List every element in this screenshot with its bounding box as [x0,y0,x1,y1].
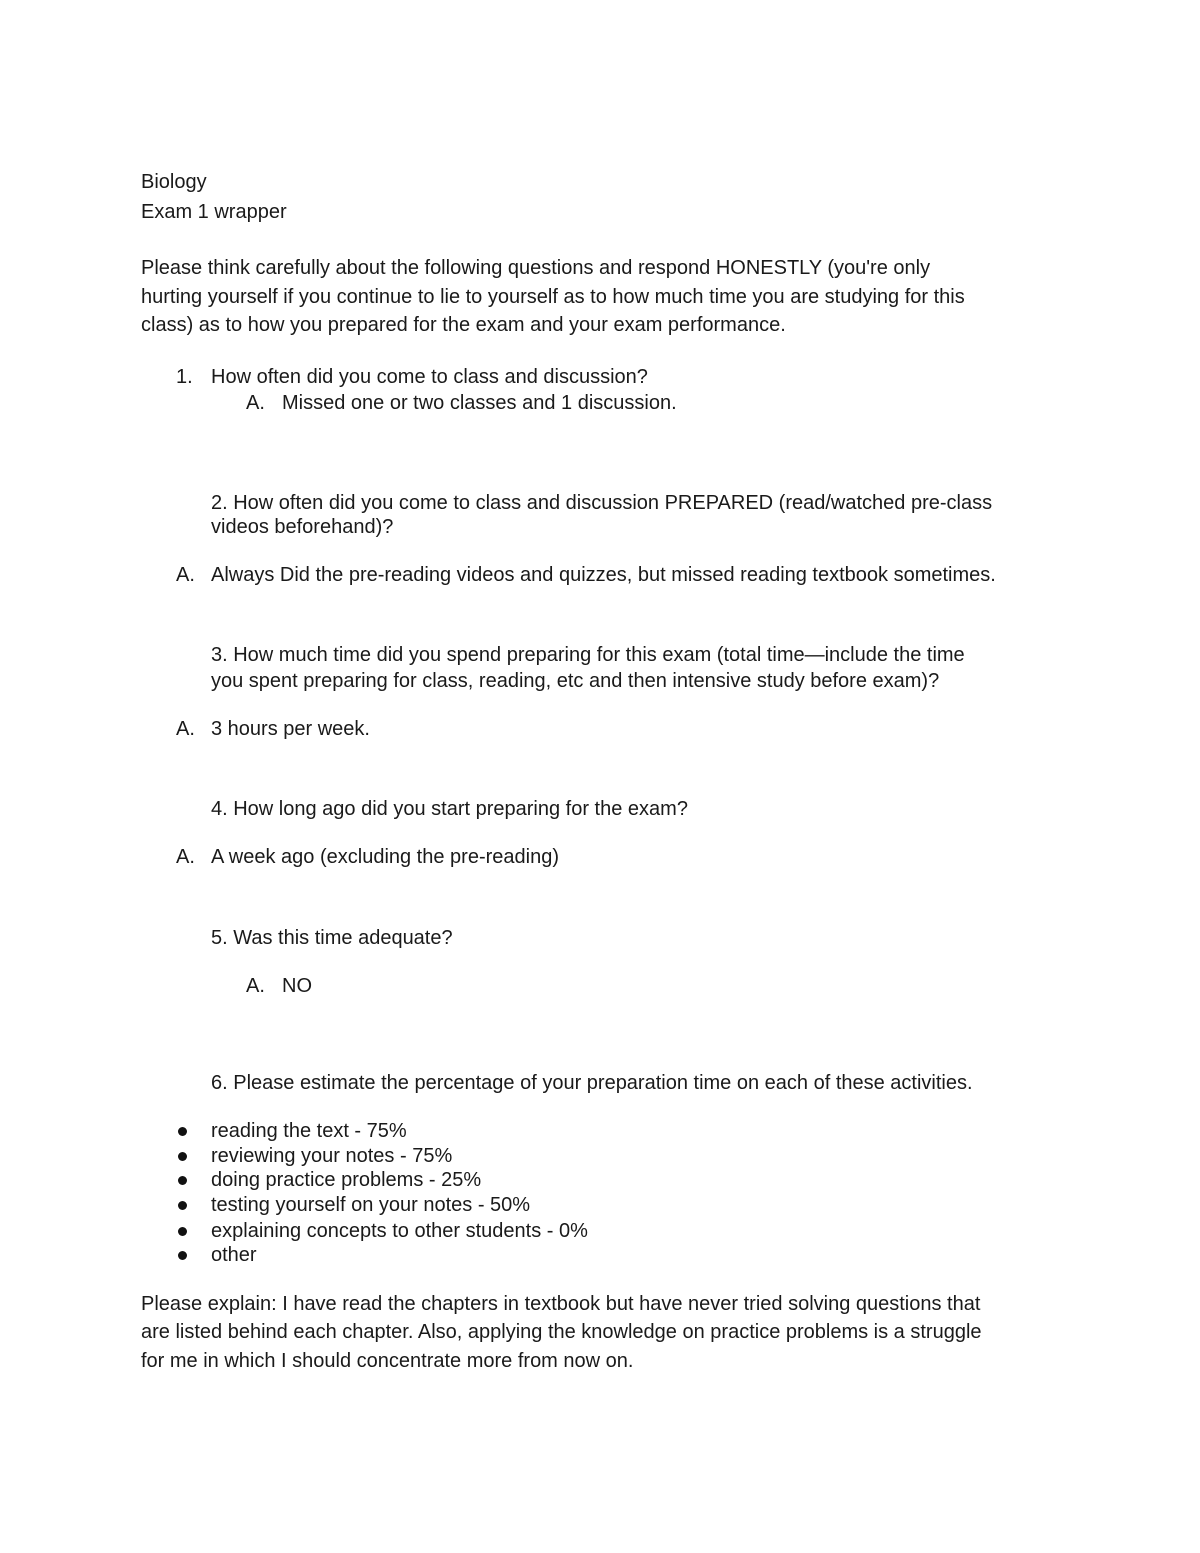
subject-heading: Biology [141,171,207,193]
explain-line: for me in which I should concentrate more from now on. [141,1350,634,1372]
question-2-text: videos beforehand)? [211,516,394,538]
activity-item: reviewing your notes - 75% [211,1145,453,1167]
question-2-text: 2. How often did you come to class and discussion PREPARED (read/watched pre-class [211,492,993,514]
question-6-text: 6. Please estimate the percentage of your preparation time on each of these activities. [211,1072,973,1094]
question-1-text: How often did you come to class and discussion? [211,366,648,388]
answer-1-text: Missed one or two classes and 1 discussion. [282,392,677,414]
activity-item: explaining concepts to other students - 0% [211,1220,588,1242]
question-3-text: 3. How much time did you spend preparing for this exam (total time—include the time [211,644,965,666]
intro-line: hurting yourself if you continue to lie to yourself as to how much time you are studying for this [141,286,965,308]
intro-line: Please think carefully about the following questions and respond HONESTLY (you're only [141,257,931,279]
exam-title: Exam 1 wrapper [141,201,287,223]
activity-item: reading the text - 75% [211,1120,407,1142]
bullet-icon [178,1251,187,1260]
explain-line: are listed behind each chapter. Also, applying the knowledge on practice problems is a struggle [141,1321,982,1343]
answer-5-marker: A. [246,975,265,997]
activity-item: other [211,1244,257,1266]
question-4-text: 4. How long ago did you start preparing for the exam? [211,798,688,820]
bullet-icon [178,1127,187,1136]
answer-1-marker: A. [246,392,265,414]
answer-4-marker: A. [176,846,195,868]
answer-3-text: 3 hours per week. [211,718,370,740]
intro-line: class) as to how you prepared for the exam and your exam performance. [141,314,786,336]
activity-item: doing practice problems - 25% [211,1169,482,1191]
bullet-icon [178,1152,187,1161]
answer-2-text: Always Did the pre-reading videos and quizzes, but missed reading textbook sometimes. [211,564,996,586]
answer-5-text: NO [282,975,312,997]
question-5-text: 5. Was this time adequate? [211,927,453,949]
answer-2-marker: A. [176,564,195,586]
answer-3-marker: A. [176,718,195,740]
bullet-icon [178,1201,187,1210]
bullet-icon [178,1176,187,1185]
explain-line: Please explain: I have read the chapters in textbook but have never tried solving questions that [141,1293,981,1315]
activity-item: testing yourself on your notes - 50% [211,1194,531,1216]
bullet-icon [178,1227,187,1236]
question-3-text: you spent preparing for class, reading, etc and then intensive study before exam)? [211,670,940,692]
answer-4-text: A week ago (excluding the pre-reading) [211,846,559,868]
question-1-number: 1. [176,366,193,388]
